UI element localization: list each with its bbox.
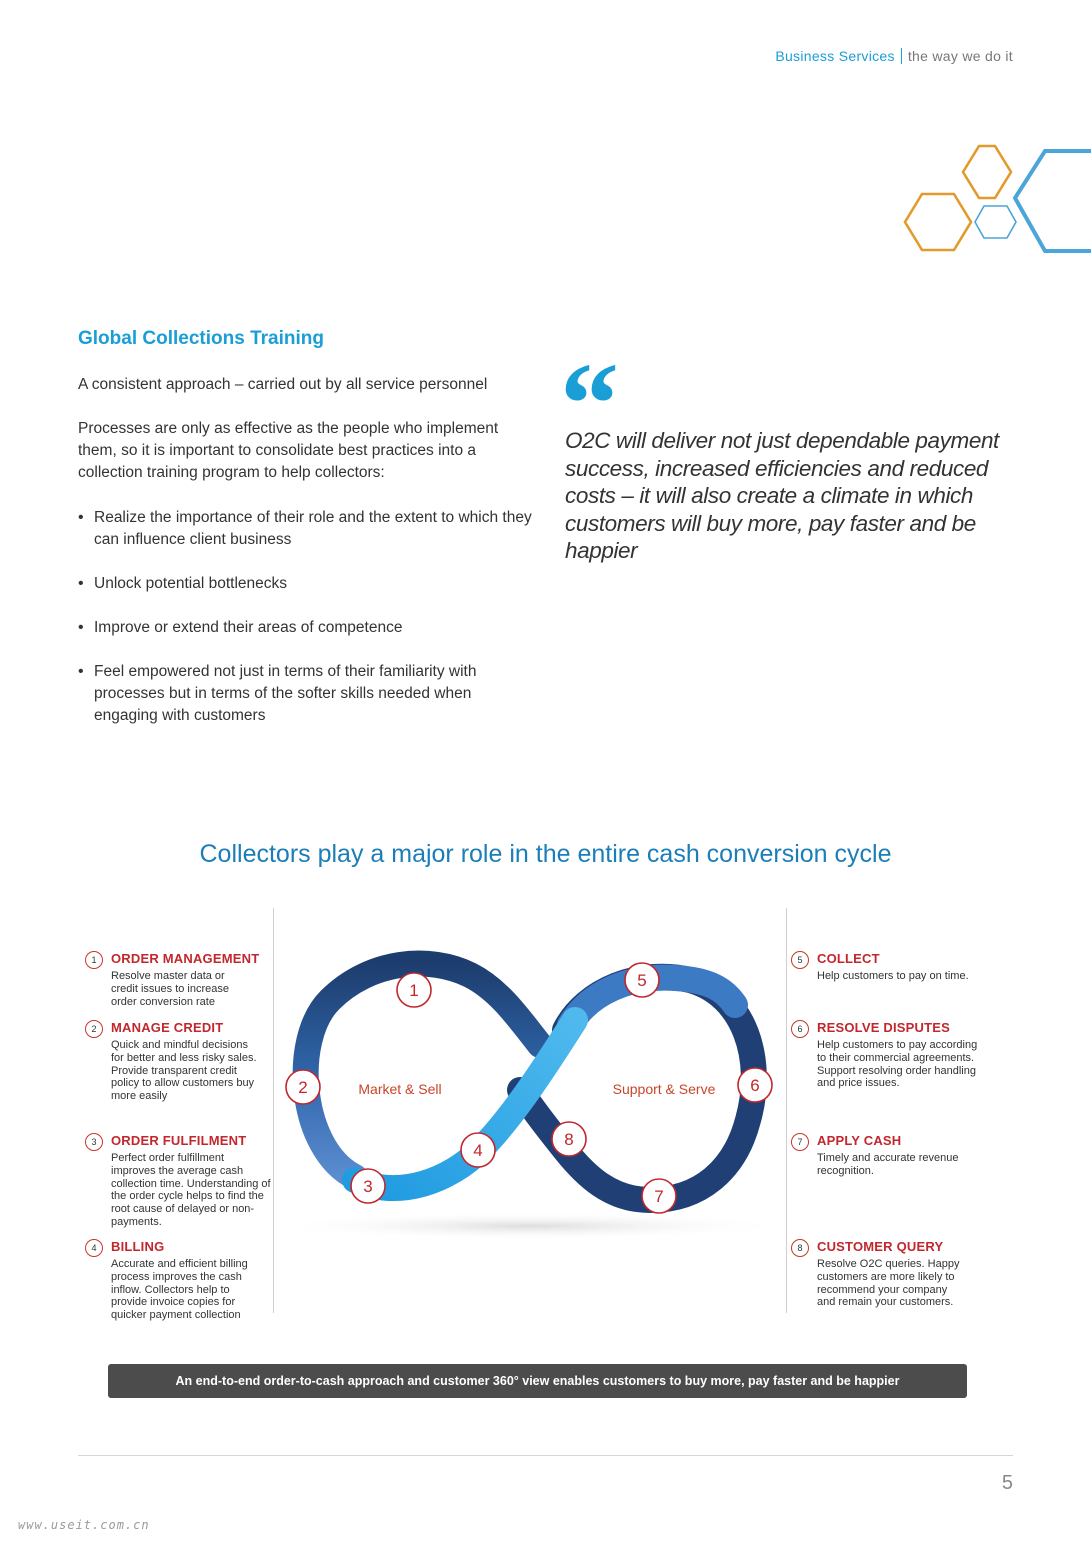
item-description: Quick and mindful decisions for better and less risky sales. Provide transparent credit policy to allow customers buy more easily bbox=[111, 1039, 257, 1103]
bullet-item: • Improve or extend their areas of competence bbox=[78, 617, 538, 639]
item-title: COLLECT bbox=[817, 951, 880, 966]
bullet-item: • Unlock potential bottlenecks bbox=[78, 573, 538, 595]
loop-marker bbox=[552, 1122, 586, 1156]
loop-marker-number: 4 bbox=[473, 1141, 483, 1160]
loop-marker bbox=[397, 973, 431, 1007]
item-number-badge: 4 bbox=[85, 1239, 103, 1257]
section-intro: A consistent approach – carried out by all service personnel bbox=[78, 376, 488, 393]
item-description: Help customers to pay according to their commercial agreements. Support resolving order handling and price issues. bbox=[817, 1039, 978, 1090]
cycle-item-manage-credit bbox=[91, 1020, 286, 1103]
item-number-badge: 6 bbox=[791, 1020, 809, 1038]
item-number-badge: 5 bbox=[791, 951, 809, 969]
bullet-item: • Feel empowered not just in terms of their familiarity with processes but in terms of the softer skills needed when engaging with customers bbox=[78, 661, 538, 727]
item-description: Help customers to pay on time. bbox=[817, 970, 969, 982]
header-divider bbox=[901, 48, 902, 64]
watermark: www.useit.com.cn bbox=[18, 1518, 150, 1532]
item-title: MANAGE CREDIT bbox=[111, 1020, 224, 1035]
hexagon-decoration bbox=[895, 140, 1091, 265]
item-number-badge: 2 bbox=[85, 1020, 103, 1038]
support-serve-label: Support & Serve bbox=[612, 1081, 716, 1097]
market-sell-label: Market & Sell bbox=[358, 1081, 442, 1097]
item-title: ORDER MANAGEMENT bbox=[111, 951, 260, 966]
cycle-item-order-management bbox=[91, 951, 286, 1008]
loop-marker bbox=[351, 1169, 385, 1203]
item-description: Resolve master data or credit issues to increase order conversion rate bbox=[111, 970, 229, 1008]
loop-marker-number: 2 bbox=[298, 1078, 308, 1097]
hexagon-blue-large-icon bbox=[1015, 151, 1091, 251]
cycle-item-customer-query bbox=[797, 1239, 992, 1309]
cycle-item-resolve-disputes bbox=[797, 1020, 992, 1090]
header-tagline: the way we do it bbox=[907, 48, 1013, 64]
summary-banner: An end-to-end order-to-cash approach and customer 360° view enables customers to buy more, pay faster and be happier bbox=[108, 1364, 967, 1398]
hexagon-orange-bottom-icon bbox=[905, 194, 971, 250]
loop-marker-number: 5 bbox=[637, 971, 647, 990]
loop-marker-number: 3 bbox=[363, 1177, 373, 1196]
item-title: BILLING bbox=[111, 1239, 165, 1254]
item-title: RESOLVE DISPUTES bbox=[817, 1020, 950, 1035]
cycle-item-billing bbox=[91, 1239, 286, 1322]
item-description: Resolve O2C queries. Happy customers are more likely to recommend your company and remain your customers. bbox=[817, 1258, 960, 1309]
cycle-item-collect bbox=[797, 951, 992, 983]
bullet-list bbox=[78, 507, 538, 749]
loop-marker bbox=[625, 963, 659, 997]
divider-right bbox=[786, 908, 787, 1313]
loop-marker bbox=[286, 1070, 320, 1104]
loop-marker-number: 8 bbox=[564, 1130, 574, 1149]
loop-marker-number: 1 bbox=[409, 981, 419, 1000]
item-description: Accurate and efficient billing process improves the cash inflow. Collectors help to provide invoice copies for quicker payment collection bbox=[111, 1258, 248, 1322]
infinity-cycle-diagram bbox=[274, 940, 786, 1245]
item-description: Perfect order fulfillment improves the average cash collection time. Understanding of the order cycle helps to find the root cause of delayed or non-payments. bbox=[111, 1152, 271, 1228]
item-title: APPLY CASH bbox=[817, 1133, 902, 1148]
item-number-badge: 7 bbox=[791, 1133, 809, 1151]
item-number-badge: 3 bbox=[85, 1133, 103, 1151]
page-header bbox=[775, 48, 1013, 64]
header-brand: Business Services bbox=[775, 48, 895, 64]
cycle-item-apply-cash bbox=[797, 1133, 992, 1178]
pull-quote: O2C will deliver not just dependable payment success, increased efficiencies and reduced costs – it will also create a climate in which customers will buy more, pay faster and be happier bbox=[565, 428, 999, 563]
loop-marker bbox=[738, 1068, 772, 1102]
item-description: Timely and accurate revenue recognition. bbox=[817, 1152, 959, 1177]
cycle-title: Collectors play a major role in the entire cash conversion cycle bbox=[199, 840, 892, 868]
hexagon-orange-top-icon bbox=[963, 146, 1011, 198]
quote-mark-icon: “ bbox=[560, 338, 619, 469]
footer-divider bbox=[78, 1455, 1013, 1456]
loop-marker bbox=[461, 1133, 495, 1167]
item-number-badge: 8 bbox=[791, 1239, 809, 1257]
bullet-item: • Realize the importance of their role and the extent to which they can influence client business bbox=[78, 507, 538, 551]
page-number: 5 bbox=[1001, 1472, 1013, 1494]
item-number-badge: 1 bbox=[85, 951, 103, 969]
loop-marker bbox=[642, 1179, 676, 1213]
item-title: CUSTOMER QUERY bbox=[817, 1239, 944, 1254]
loop-marker-number: 7 bbox=[654, 1187, 664, 1206]
section-title: Global Collections Training bbox=[78, 328, 324, 349]
loop-marker-number: 6 bbox=[750, 1076, 760, 1095]
hexagon-blue-small-icon bbox=[975, 206, 1016, 238]
cycle-item-order-fulfilment bbox=[91, 1133, 286, 1229]
section-paragraph: Processes are only as effective as the people who implement them, so it is important to consolidate best practices into a collection training program to help collectors: bbox=[78, 420, 499, 481]
item-title: ORDER FULFILMENT bbox=[111, 1133, 247, 1148]
diagram-shadow bbox=[274, 1212, 786, 1240]
